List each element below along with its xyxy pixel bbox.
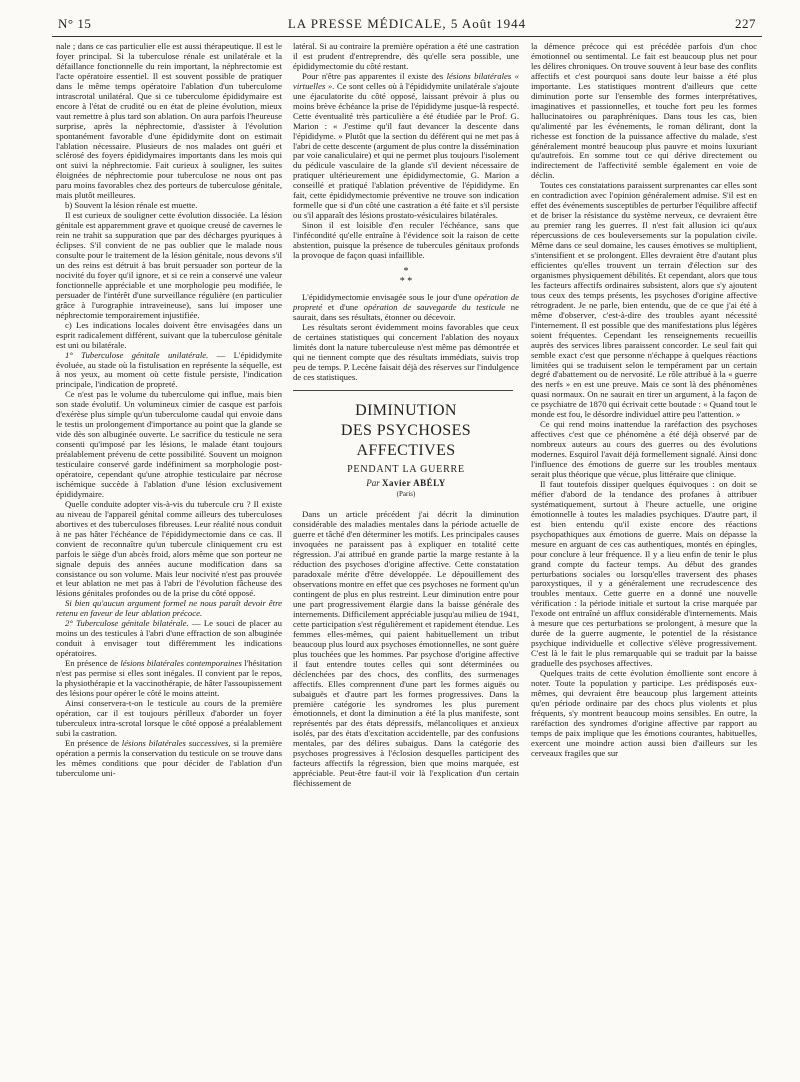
paragraph	[56, 351, 282, 391]
article-title-line-2: DES PSYCHOSES AFFECTIVES	[340, 421, 472, 459]
paragraph-text: et d'une	[322, 301, 364, 312]
paragraph: Ce n'est pas le volume du tuberculome qui influe, mais bien son stade évolutif. Un volumineux cimier de casque est parfois d'exérèse plus simple qu'un tuberculome caudal qui envoie dans le testis un prolongement d'importance au point que la glande se vide dès son albuginée ouverte. Le sacrifice du testicule ne sera consenti qu'imposé par les lésions, le malade étant toujours préalablement prévenu de cette possibilité. Souvent un moignon testiculaire conservé garde indéfiniment sa morphologie post-opératoire, cependant qu'une atrophie testiculaire par nécrose ischémique succède à l'ablation d'une lésion exclusivement épididymaire.	[56, 389, 282, 499]
paragraph: Quelle conduite adopter vis-à-vis du tubercule cru ? Il existe au niveau de l'appareil génital comme ailleurs des tuberculoses abortives et des tuberculoses fibreuses. Leur réalité nous conduit à ne pas hâter l'échéance de l'épididymectomie dans ce cas. Il convient de reconnaître qu'un tubercule cliniquement cru est parfois le siège d'un abcès froid, alors même que son porteur ne signale depuis des années aucune modification dans sa consistance ou son volume. Mais leur nocivité n'est pas prouvée et leur ablation ne met pas à l'abri de l'évolution fâcheuse des lésions génitales profondes ou de la prise du côté opposé.	[56, 498, 282, 599]
issue-number: N° 15	[58, 16, 92, 31]
article-heading	[293, 401, 519, 501]
section-lead: 2° Tuberculose génitale bilatérale.	[65, 618, 189, 629]
paragraph	[56, 599, 282, 619]
column-2	[293, 42, 519, 789]
column-1	[56, 42, 282, 779]
italic-text: opération de sauvegarde du testicule	[363, 301, 506, 312]
paragraph-text: L'épididymectomie envisagée sous le jour d'une	[302, 291, 475, 302]
paragraph: Ce qui rend moins inattendue la raréfaction des psychoses affectives c'est que ce phénomène a été déjà observé par de nombreux auteurs au cours des guerres ou des évolutions modernes. Esquirol l'avait déjà formellement signalé. Ainsi donc l'influence des émotions de guerre sur les troubles mentaux serait plus théorique que vécue, plus littéraire que clinique.	[531, 419, 757, 479]
paragraph: Dans un article précédent j'ai décrit la diminution considérable des maladies mentales dans la période actuelle de guerre et tâché d'en déterminer les motifs. Les principales causes invoquées ne paraissent pas à expliquer en totalité cette régression. J'ai attribué en grande partie la marge restante à la réduction des psychoses d'origine affective. Cette constatation paradoxale mérite d'être développée. Le dépouillement des observations montre en effet que ces psychoses ne forment qu'un contingent de plus en plus restreint. Leur diminution entre pour une part progressivement élargie dans la baisse générale des internements. Difficilement appréciable jusqu'au milieu de 1941, cette participation s'est régulièrement et rapidement étendue. Les femmes elles-mêmes, qui paient habituellement un tribut beaucoup plus lourd aux psychoses émotionnelles, ne sont guère plus touchées que les hommes. Par psychose d'origine affective il faut entendre toutes celles qui sont déterminées ou déclenchées par des chocs, des conflits, des surmenages affectifs. Elles comprennent d'une part les formes aiguës ou subaiguës et d'autre part les formes progressives. Dans la première catégorie les syndromes les plus purement émotionnels, et dont la diminution a été la plus manifeste, sont représentés par des états dépressifs, mélancoliques et anxieux isolés, par des états d'excitation accidentelle, par des confusions mentales, par des délires subaigus. Dans la catégorie des psychoses progressives à l'éclosion desquelles participent des facteurs affectifs la régression, bien que moins marquée, est appréciable. Peut-être faut-il voir là l'explication d'un certain fléchissement de	[293, 509, 519, 789]
paragraph: Les résultats seront évidemment moins favorables que ceux de certaines statistiques qui concernent l'ablation des noyaux limités dont la nature tuberculeuse n'est même pas démontrée et qui ne tiennent compte que des résultats immédiats, suivis trop peu de temps. P. Lecène faisait déjà des réserves sur l'indulgence de ces statistiques.	[293, 321, 519, 382]
paragraph-text: . Ce sont celles où à l'épididymite unilatérale s'ajoute une éjaculatorite du côté opposé, laissant prévoir à plus ou moins brève échéance la prise de l'épididyme jusque-là respecté. Cette éventualité très particulière a été étudiée par le Prof. G. Marion : « J'estime qu'il faut devancer la descente dans l'épididyme. » Plutôt que la section du déférent qui ne met pas à l'abri de cette descente (argument de plus contre la dissémination par voie canaliculaire) et qui ne permet plus toujours l'isolement du pédicule vasculaire de la glande s'il devient nécessaire de pratiquer ultérieurement une épididymectomie, G. Marion a conseillé et pratiqué l'ablation préventive de l'épididyme. En fait, cette épididymectomie préventive ne trouve son indication formelle que si d'un côté une castration a été faite et s'il persiste ou s'il apparaît des lésions prostato-vésiculaires bilatérales.	[293, 80, 520, 221]
paragraph	[293, 293, 519, 323]
italic-text: opération de propreté	[293, 291, 519, 312]
paragraph-text: l'hésitation n'est pas permise si elles sont inégales. Il convient par le repos, la physiothérapie et la vaccinothérapie, de hâter l'assoupissement des lésions pour opérer le côté le moins atteint.	[56, 658, 282, 698]
italic-text: lésions bilatérales successives	[121, 737, 229, 748]
author-city: (Paris)	[396, 490, 416, 499]
article-subtitle: PENDANT LA GUERRE	[347, 463, 465, 475]
paragraph	[293, 72, 519, 221]
header-rule	[52, 36, 762, 37]
paragraph: b) Souvent la lésion rénale est muette.	[65, 200, 198, 211]
section-separator	[293, 267, 519, 287]
article-separator-rule	[293, 390, 513, 391]
article-title-line-1: DIMINUTION	[355, 401, 457, 419]
journal-title: LA PRESSE MÉDICALE, 5 Août 1944	[287, 16, 527, 31]
italic-text: lésions bilatérales « virtuelles »	[293, 70, 520, 91]
separator-asterisks: * * *	[399, 265, 413, 287]
byline	[293, 479, 519, 489]
page-number: 227	[735, 16, 756, 31]
italic-text: lésions bilatérales contemporaines	[120, 658, 242, 669]
paragraph-text: ne saurait, dans ses résultats, étonner ou décevoir.	[293, 301, 519, 322]
paragraph: c) Les indications locales doivent être envisagées dans un esprit radicalement différent, suivant que la tuberculose génitale est uni ou bilatérale.	[56, 319, 282, 350]
paragraph	[56, 739, 282, 779]
paragraph: latéral. Si au contraire la première opération a été une castration il est prudent d'entreprendre, dès qu'elle sera possible, une épididymectomie du côté restant.	[293, 41, 519, 71]
paragraph-text: — Le souci de placer au moins un des testicules à l'abri d'une effraction de son albuginée conduit à envisager tout différemment les indications opératoires.	[56, 618, 282, 659]
column-3	[531, 42, 757, 759]
paragraph-text: Pour n'être pas apparentes il existe des	[302, 70, 447, 81]
byline-prefix: Par	[366, 477, 380, 488]
paragraph: Ainsi conservera-t-on le testicule au cours de la première opération, car il est toujours périlleux d'aborder un foyer tuberculeux intra-scrotal lorsque le côté opposé a préalablement subi la castration.	[56, 697, 282, 738]
paragraph-text: En présence de	[65, 737, 122, 748]
paragraph: Quelques traits de cette évolution émolliente sont encore à noter. Toute la population y participe. Les prédisposés eux-mêmes, qui devraient être beaucoup plus largement atteints qu'en période ordinaire par des chocs plus violents et plus fréquents, s'y montrent beaucoup moins sensibles. En outre, la raréfaction des syndromes d'origine affective par rapport au temps de paix implique que les émotions courantes, habituelles, exercent une moindre action aussi bien d'ailleurs sur les cerveaux fragiles que sur	[531, 668, 757, 758]
paragraph: Toutes ces constatations paraissent surprenantes car elles sont en contradiction avec l'opinion généralement admise. S'il est en effet des événements susceptibles de perturber l'équilibre affectif et de briser la résistance du système nerveux, ce devraient être au premier rang les guerres. Il n'est fait allusion ici qu'aux répercussions de ces bouleversements sur la population civile. Même dans ce seul domaine, les causes émotives se multiplient, s'intensifient et se prolongent. Elles devraient être d'autant plus efficientes qu'elles trouvent un terrain d'élection sur des organismes physiquement débilités. Et cependant, alors que tous les facteurs affectifs ordinaires subsistent, alors que s'y ajoutent tous ceux des temps présents, les psychoses d'origine affective rétrogradent. Je ne parle, bien entendu, que de ce que j'ai été à même d'observer, c'est-à-dire des troubles ayant nécessité l'internement. Il est possible que des manifestations plus légères soient fréquentes. Cependant les renseignements recueillis auprès des services libres paraissent concorder. Le seul fait qui semble exact c'est que personne n'échappe à quelques réactions limitées qui se traduisent selon le tempérament par un certain degré d'abattement ou de nervosité. Le rôle attribué à la « guerre des nerfs » en est une preuve. Mais ce sont là des phénomènes quasi normaux. On ne saurait en tirer un argument, à la façon de ce psychiatre de 1870 qui écrivait cette boutade : « Quand tout le monde est fou, le désordre individuel attire peu l'attention. »	[531, 180, 757, 420]
paragraph: Il est curieux de souligner cette évolution dissociée. La lésion génitale est apparemment grave et quoique creusé de cavernes le rein ne trahit sa suppuration que par des décharges pyuriques à éclipses. S'il convient de ne pas oublier que le malade nous consulte pour le traitement de la lésion génitale, nous devons s'il un des reins est détruit à bas bruit persuader son porteur de la nocivité du foyer qu'il ignore, et si ce rein a conservé une valeur fonctionnelle appréciable et une morphologie peu modifiée, le persuader de l'intérêt d'une surveillance régulière (en particulier grâce à l'urographie intraveineuse), sans lui imposer une néphrectomie temporairement injustifiée.	[56, 210, 282, 320]
paragraph-text: En présence de	[65, 658, 121, 669]
paragraph: Il faut toutefois dissiper quelques équivoques : on doit se méfier d'abord de la tendance des profanes à attribuer systématiquement, surtout à l'heure actuelle, une origine émotionnelle à toutes les maladies psychiques. D'autre part, il est bien entendu qu'il existe encore des réactions psychopathiques aux émotions de guerre. Mais on dépasse la mesure en arguant de ces cas authentiques, montés en épingles, pour conclure à leur fréquence. Il y a lieu enfin de tenir le plus grand compte du facteur temps. Au début des grandes perturbations sociales ou lorsqu'elles traversent des phases paroxystiques, il y a généralement une recrudescence des troubles mentaux. Cette guerre en a donné une nouvelle vérification : la période initiale et surtout la crise marquée par l'exode ont entraîné un afflux considérable d'internements. Mais à mesure que ces perturbations se prolongent, à mesure que la durée de la guerre augmente, le potentiel de la résistance psychique individuelle et collective s'élève progressivement. C'est là le fait le plus remarquable qui se traduit par la baisse graduelle des psychoses affectives.	[531, 478, 757, 669]
section-lead: 1° Tuberculose génitale unilatérale.	[65, 349, 209, 360]
paragraph: nale ; dans ce cas particulier elle est aussi thérapeutique. Il est le foyer principal. Si la tuberculose rénale est unilatérale et la défaillance fonctionnelle du rein important, la néphrectomie est l'acte opératoire essentiel. Il est souvent possible de pratiquer dans le même temps opératoire l'ablation d'un tuberculome intrascrotal unilatéral. Que si ce tuberculome épididymaire est encore à l'état de crudité ou en état de pleine évolution, mieux vaut remettre à plus tard son ablation. On aura parfois l'heureuse surprise, après la néphrectomie, d'assister à l'évolution spontanément favorable d'une épididymite dont on estimait l'ablation nécessaire. Plusieurs de nos malades ont guéri et sclérosé des foyers épididymaires importants dans les mois qui ont suivi la néphrectomie. Fait curieux à souligner, les suites éloignées de néphrectomie pour tuberculose ne nous ont pas paru moins favorables chez des porteurs de tuberculose génitale, mais plutôt meilleures.	[56, 41, 282, 201]
paragraph-text: , si la première opération a permis la conservation du testicule on se trouve dans les mêmes conditions que pour décider de l'ablation d'un tuberculome uni-	[56, 737, 282, 778]
paragraph	[56, 619, 282, 659]
paragraph-text: — L'épididymite évoluée, au stade où la fistulisation en représente la séquelle, est à nos yeux, au moment où cette fistule persiste, l'indication principale, l'indication de propreté.	[56, 349, 282, 390]
page-header	[52, 16, 762, 34]
paragraph	[56, 659, 282, 699]
paragraph: Sinon il est loisible d'en reculer l'échéance, sans que l'infécondité qu'elle entraîne à l'évidence soit la raison de cette abstention, puisque la présence de tubercules génitaux profonds la provoque de façon quasi infaillible.	[293, 220, 519, 261]
italic-text: Si bien qu'aucun argument formel ne nous paraît devoir être retenu en faveur de leur ablation précoce.	[56, 598, 282, 619]
author-name: Xavier ABÉLY	[381, 477, 446, 488]
paragraph: la démence précoce qui est précédée parfois d'un choc émotionnel ou sentimental. Le fait est beaucoup plus net pour les délires chroniques. On trouve souvent à leur base des conflits affectifs et c'est pourquoi sans doute leur baisse a été plus importante. Les statistiques montrent d'ailleurs que cette diminution porte sur l'ensemble des formes interprétatives, imaginatives et passionnelles, et touche fort peu les formes hallucinatoires ou paraphréniques. Dans tous les cas, bien qu'alimenté par les événements, le roman délirant, dont la richesse est fonction de la puissance affective du malade, s'est généralement montré beaucoup plus pauvre et moins luxuriant qu'autrefois. En somme tout ce qui dérive directement ou indirectement de l'affectivité semble également en voie de déclin.	[531, 41, 757, 181]
